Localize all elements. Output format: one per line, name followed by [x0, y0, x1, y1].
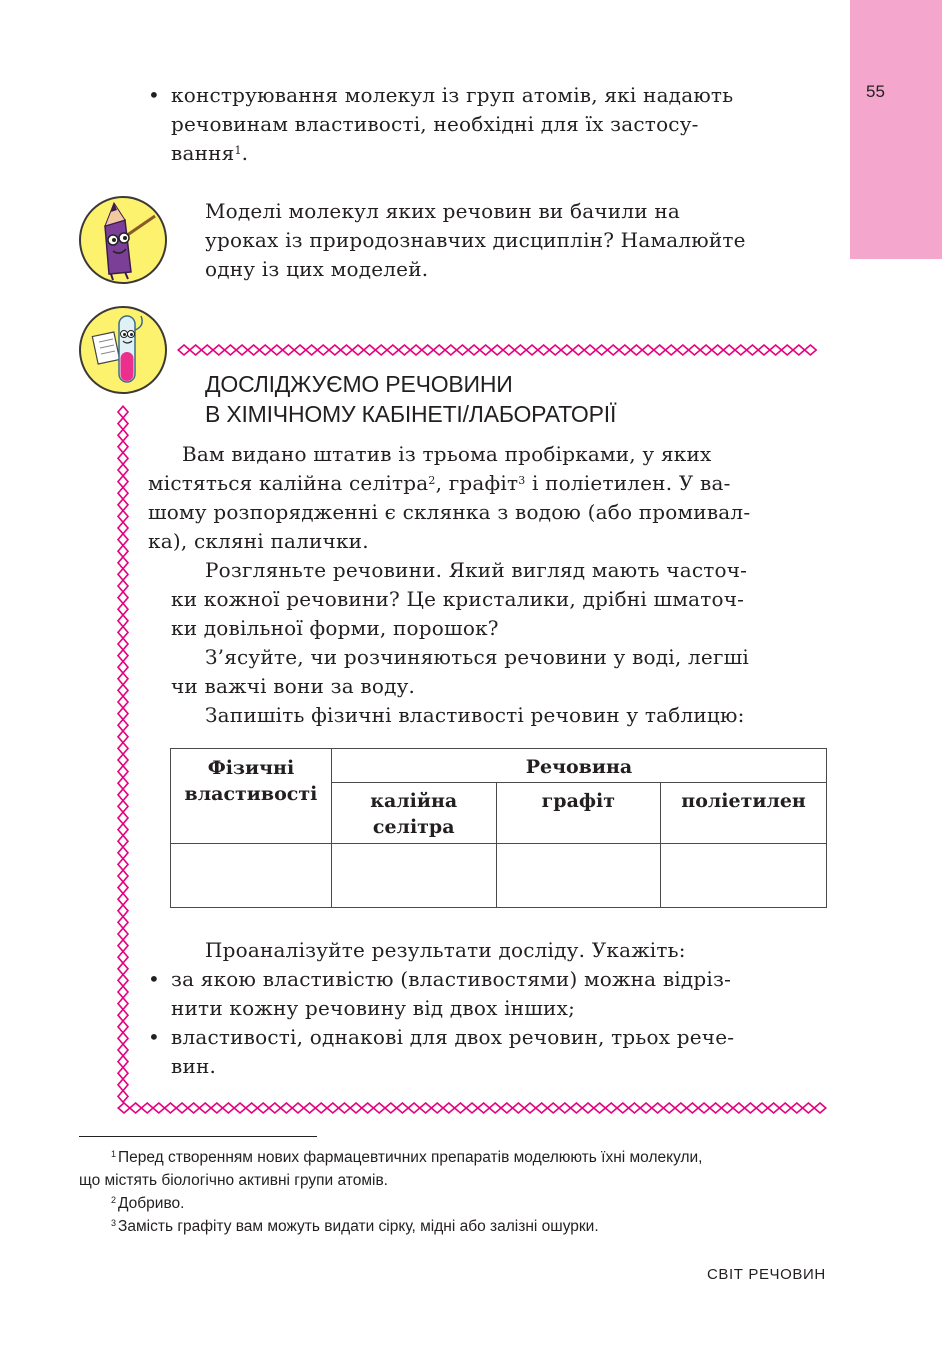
border-diamond — [118, 789, 128, 801]
border-diamond — [118, 754, 128, 766]
border-diamond — [118, 801, 128, 813]
border-diamond — [211, 1103, 223, 1113]
top-bullet-line-2: речовинам властивості, необхідні для їх застосу- — [171, 112, 699, 136]
border-diamond — [118, 441, 128, 453]
border-diamond — [118, 963, 128, 975]
border-diamond — [791, 1103, 803, 1113]
question-line: одну із цих моделей. — [205, 257, 429, 281]
border-diamond — [387, 345, 399, 355]
table-cell — [331, 844, 496, 908]
border-diamond — [770, 345, 782, 355]
border-diamond — [118, 557, 128, 569]
border-diamond — [118, 998, 128, 1010]
border-diamond — [408, 1103, 420, 1113]
experiment-paragraph-1 — [148, 440, 810, 556]
border-diamond — [455, 1103, 467, 1113]
border-diamond — [188, 1103, 200, 1113]
border-diamond — [118, 1009, 128, 1021]
border-diamond — [118, 476, 128, 488]
properties-table — [170, 748, 827, 908]
border-diamond — [433, 345, 445, 355]
border-diamond — [747, 345, 759, 355]
border-diamond — [712, 345, 724, 355]
experiment-paragraph-2 — [171, 556, 810, 643]
paragraph-line: З’ясуйте, чи розчиняються речовини у воді, легші — [205, 645, 750, 669]
experiment-paragraph-4: Запишіть фізичні властивості речовин у таблицю: — [205, 703, 745, 727]
border-diamond — [118, 406, 128, 418]
border-diamond — [549, 345, 561, 355]
border-diamond — [118, 545, 128, 557]
running-footer: СВІТ РЕЧОВИН — [707, 1266, 826, 1283]
border-diamond — [178, 345, 190, 355]
table-header-substance: Речовина — [331, 749, 826, 783]
section-title-line-2: В ХІМІЧНОМУ КАБІНЕТІ/ЛАБОРАТОРІЇ — [205, 401, 617, 427]
border-diamond — [466, 1103, 478, 1113]
border-diamond — [675, 1103, 687, 1113]
border-diamond — [118, 859, 128, 871]
border-diamond — [118, 1021, 128, 1033]
page-number: 55 — [866, 82, 885, 101]
border-diamond — [118, 603, 128, 615]
border-diamond — [538, 345, 550, 355]
border-diamond — [443, 1103, 455, 1113]
border-diamond — [803, 1103, 815, 1113]
border-diamond — [327, 1103, 339, 1113]
border-diamond — [118, 905, 128, 917]
border-diamond — [118, 1103, 130, 1113]
border-diamond — [118, 743, 128, 755]
border-diamond — [176, 1103, 188, 1113]
border-diamond — [410, 345, 422, 355]
border-diamond — [118, 731, 128, 743]
question-line: уроках із природознавчих дисциплін? Намалюйте — [205, 228, 746, 252]
bullet-line: властивості, однакові для двох речовин, трьох рече- — [171, 1025, 735, 1049]
border-diamond — [118, 580, 128, 592]
footnote-1-continued: що містять біологічно активні групи атомів. — [79, 1172, 388, 1189]
border-diamond — [503, 345, 515, 355]
border-diamond — [756, 1103, 768, 1113]
border-diamond — [397, 1103, 409, 1113]
border-diamond — [281, 1103, 293, 1113]
border-diamond — [118, 418, 128, 430]
border-diamond — [663, 1103, 675, 1113]
border-diamond — [375, 345, 387, 355]
border-diamond — [478, 1103, 490, 1113]
paragraph-line: Вам видано штатив із трьома пробірками, у яких — [182, 442, 712, 466]
table-header-properties: Фізичні властивості — [171, 749, 332, 844]
border-diamond — [118, 1067, 128, 1079]
border-diamond — [480, 345, 492, 355]
border-diamond — [665, 345, 677, 355]
border-diamond — [118, 650, 128, 662]
table-row — [171, 844, 827, 908]
border-diamond — [631, 345, 643, 355]
bullet-line: нити кожну речовину від двох інших; — [171, 996, 576, 1020]
bullet-line: вин. — [171, 1054, 217, 1078]
border-diamond — [677, 345, 689, 355]
border-diamond — [259, 345, 271, 355]
section-title-line-1: ДОСЛІДЖУЄМО РЕЧОВИНИ — [205, 371, 513, 397]
border-diamond — [118, 777, 128, 789]
border-diamond — [373, 1103, 385, 1113]
border-diamond — [118, 1091, 128, 1103]
border-diamond — [617, 1103, 629, 1113]
experiment-paragraph-5: Проаналізуйте результати досліду. Укажіть: — [205, 938, 686, 962]
border-diamond — [758, 345, 770, 355]
border-diamond — [118, 627, 128, 639]
border-diamond — [257, 1103, 269, 1113]
border-diamond — [118, 986, 128, 998]
border-diamond — [118, 534, 128, 546]
border-diamond — [236, 345, 248, 355]
border-diamond — [118, 708, 128, 720]
border-diamond — [234, 1103, 246, 1113]
border-diamond — [165, 1103, 177, 1113]
border-diamond — [793, 345, 805, 355]
border-diamond — [118, 511, 128, 523]
footnote-2: $^2$ Добриво. — [111, 1195, 185, 1212]
bullet-line: за якою властивістю (властивостями) можна відріз- — [171, 967, 732, 991]
border-diamond — [329, 345, 341, 355]
border-diamond — [385, 1103, 397, 1113]
border-diamond — [141, 1103, 153, 1113]
border-diamond — [269, 1103, 281, 1113]
border-diamond — [271, 345, 283, 355]
border-diamond — [573, 345, 585, 355]
border-diamond — [352, 345, 364, 355]
question-line: Моделі молекул яких речовин ви бачили на — [205, 199, 680, 223]
border-diamond — [468, 345, 480, 355]
bullet-dot: • — [148, 967, 160, 991]
border-diamond — [118, 592, 128, 604]
border-diamond — [118, 766, 128, 778]
border-diamond — [805, 345, 817, 355]
border-diamond — [118, 1044, 128, 1056]
border-diamond — [605, 1103, 617, 1113]
border-diamond — [594, 1103, 606, 1113]
table-cell — [661, 844, 827, 908]
border-diamond — [689, 345, 701, 355]
border-diamond — [118, 940, 128, 952]
border-diamond — [700, 345, 712, 355]
border-diamond — [118, 1056, 128, 1068]
border-diamond — [582, 1103, 594, 1113]
border-diamond — [118, 812, 128, 824]
border-diamond — [118, 893, 128, 905]
border-diamond — [225, 345, 237, 355]
footnote-1: $^1$ Перед створенням нових фармацевтичних препаратів моделюють їхні молекули, — [111, 1149, 703, 1166]
border-diamond — [596, 345, 608, 355]
border-diamond — [306, 345, 318, 355]
table-cell — [171, 844, 332, 908]
border-diamond — [118, 569, 128, 581]
border-diamond — [559, 1103, 571, 1113]
border-diamond — [422, 345, 434, 355]
border-diamond — [292, 1103, 304, 1113]
border-diamond — [547, 1103, 559, 1113]
border-diamond — [489, 1103, 501, 1113]
bullet-dot: • — [148, 83, 160, 107]
border-diamond — [687, 1103, 699, 1113]
footnote-3: $^3$ Замість графіту вам можуть видати сірку, мідні або залізні ошурки. — [111, 1218, 599, 1235]
border-diamond — [420, 1103, 432, 1113]
border-diamond — [698, 1103, 710, 1113]
border-diamond — [561, 345, 573, 355]
border-diamond — [130, 1103, 142, 1113]
border-diamond — [501, 1103, 513, 1113]
border-diamond — [814, 1103, 826, 1113]
border-diamond — [721, 1103, 733, 1113]
border-diamond — [213, 345, 225, 355]
paragraph-line: Розгляньте речовини. Який вигляд мають часточ- — [205, 558, 748, 582]
border-diamond — [118, 615, 128, 627]
border-diamond — [399, 345, 411, 355]
table-header-potassium-nitrate: калійна селітра — [331, 783, 496, 844]
experiment-paragraph-3 — [171, 643, 810, 701]
border-diamond — [118, 673, 128, 685]
border-diamond — [283, 345, 295, 355]
border-diamond — [118, 638, 128, 650]
border-diamond — [118, 453, 128, 465]
paragraph-line: містяться калійна селітра$^2$, графіт$^3$ і поліетилен. У ва- — [148, 471, 731, 495]
border-diamond — [118, 685, 128, 697]
footnotes — [79, 1146, 831, 1238]
border-diamond — [339, 1103, 351, 1113]
border-diamond — [526, 345, 538, 355]
border-diamond — [515, 345, 527, 355]
border-diamond — [571, 1103, 583, 1113]
border-diamond — [642, 345, 654, 355]
border-diamond — [201, 345, 213, 355]
border-diamond — [118, 696, 128, 708]
paragraph-line: ки кожної речовини? Це кристалики, дрібні шматоч- — [171, 587, 745, 611]
paragraph-line: ка), скляні палички. — [148, 529, 369, 553]
border-diamond — [118, 951, 128, 963]
top-bullet-line-3: вання$^1$. — [171, 141, 249, 165]
border-diamond — [640, 1103, 652, 1113]
table-cell — [496, 844, 661, 908]
border-diamond — [341, 345, 353, 355]
border-diamond — [223, 1103, 235, 1113]
border-diamond — [118, 1033, 128, 1045]
border-diamond — [654, 345, 666, 355]
footnote-divider — [79, 1136, 317, 1137]
border-diamond — [118, 522, 128, 534]
table-header-polyethylene: поліетилен — [661, 783, 827, 844]
border-diamond — [248, 345, 260, 355]
bullet-common-properties — [148, 1023, 810, 1081]
border-diamond — [513, 1103, 525, 1113]
border-diamond — [768, 1103, 780, 1113]
border-diamond — [118, 487, 128, 499]
border-diamond — [735, 345, 747, 355]
border-diamond — [118, 835, 128, 847]
border-diamond — [118, 824, 128, 836]
border-diamond — [710, 1103, 722, 1113]
border-diamond — [118, 719, 128, 731]
top-bullet-line-1: конструювання молекул із груп атомів, які надають — [171, 83, 734, 107]
border-diamond — [350, 1103, 362, 1113]
border-diamond — [118, 464, 128, 476]
border-diamond — [745, 1103, 757, 1113]
border-diamond — [619, 345, 631, 355]
border-diamond — [118, 499, 128, 511]
border-diamond — [294, 345, 306, 355]
border-diamond — [536, 1103, 548, 1113]
border-diamond — [364, 345, 376, 355]
border-diamond — [199, 1103, 211, 1113]
border-diamond — [118, 975, 128, 987]
border-diamond — [779, 1103, 791, 1113]
border-diamond — [118, 928, 128, 940]
border-diamond — [118, 882, 128, 894]
border-diamond — [362, 1103, 374, 1113]
table-header-graphite: графіт — [496, 783, 661, 844]
border-diamond — [118, 870, 128, 882]
border-diamond — [153, 1103, 165, 1113]
paragraph-line: шому розпорядженні є склянка з водою (або промивал- — [148, 500, 751, 524]
border-diamond — [315, 1103, 327, 1113]
border-diamond — [652, 1103, 664, 1113]
border-diamond — [723, 345, 735, 355]
border-diamond — [118, 661, 128, 673]
border-diamond — [584, 345, 596, 355]
border-diamond — [733, 1103, 745, 1113]
border-diamond — [781, 345, 793, 355]
border-diamond — [431, 1103, 443, 1113]
border-diamond — [246, 1103, 258, 1113]
border-diamond — [524, 1103, 536, 1113]
border-diamond — [118, 1079, 128, 1091]
border-diamond — [445, 345, 457, 355]
paragraph-line: ки довільної форми, порошок? — [171, 616, 499, 640]
border-diamond — [304, 1103, 316, 1113]
paragraph-line: чи важчі вони за воду. — [171, 674, 416, 698]
border-diamond — [190, 345, 202, 355]
bullet-dot: • — [148, 1025, 160, 1049]
border-diamond — [607, 345, 619, 355]
section-title — [205, 369, 616, 429]
border-diamond — [629, 1103, 641, 1113]
bullet-distinguishing-property — [148, 965, 810, 1023]
border-diamond — [118, 847, 128, 859]
border-diamond — [457, 345, 469, 355]
border-diamond — [118, 429, 128, 441]
border-diamond — [118, 917, 128, 929]
border-diamond — [317, 345, 329, 355]
border-diamond — [491, 345, 503, 355]
